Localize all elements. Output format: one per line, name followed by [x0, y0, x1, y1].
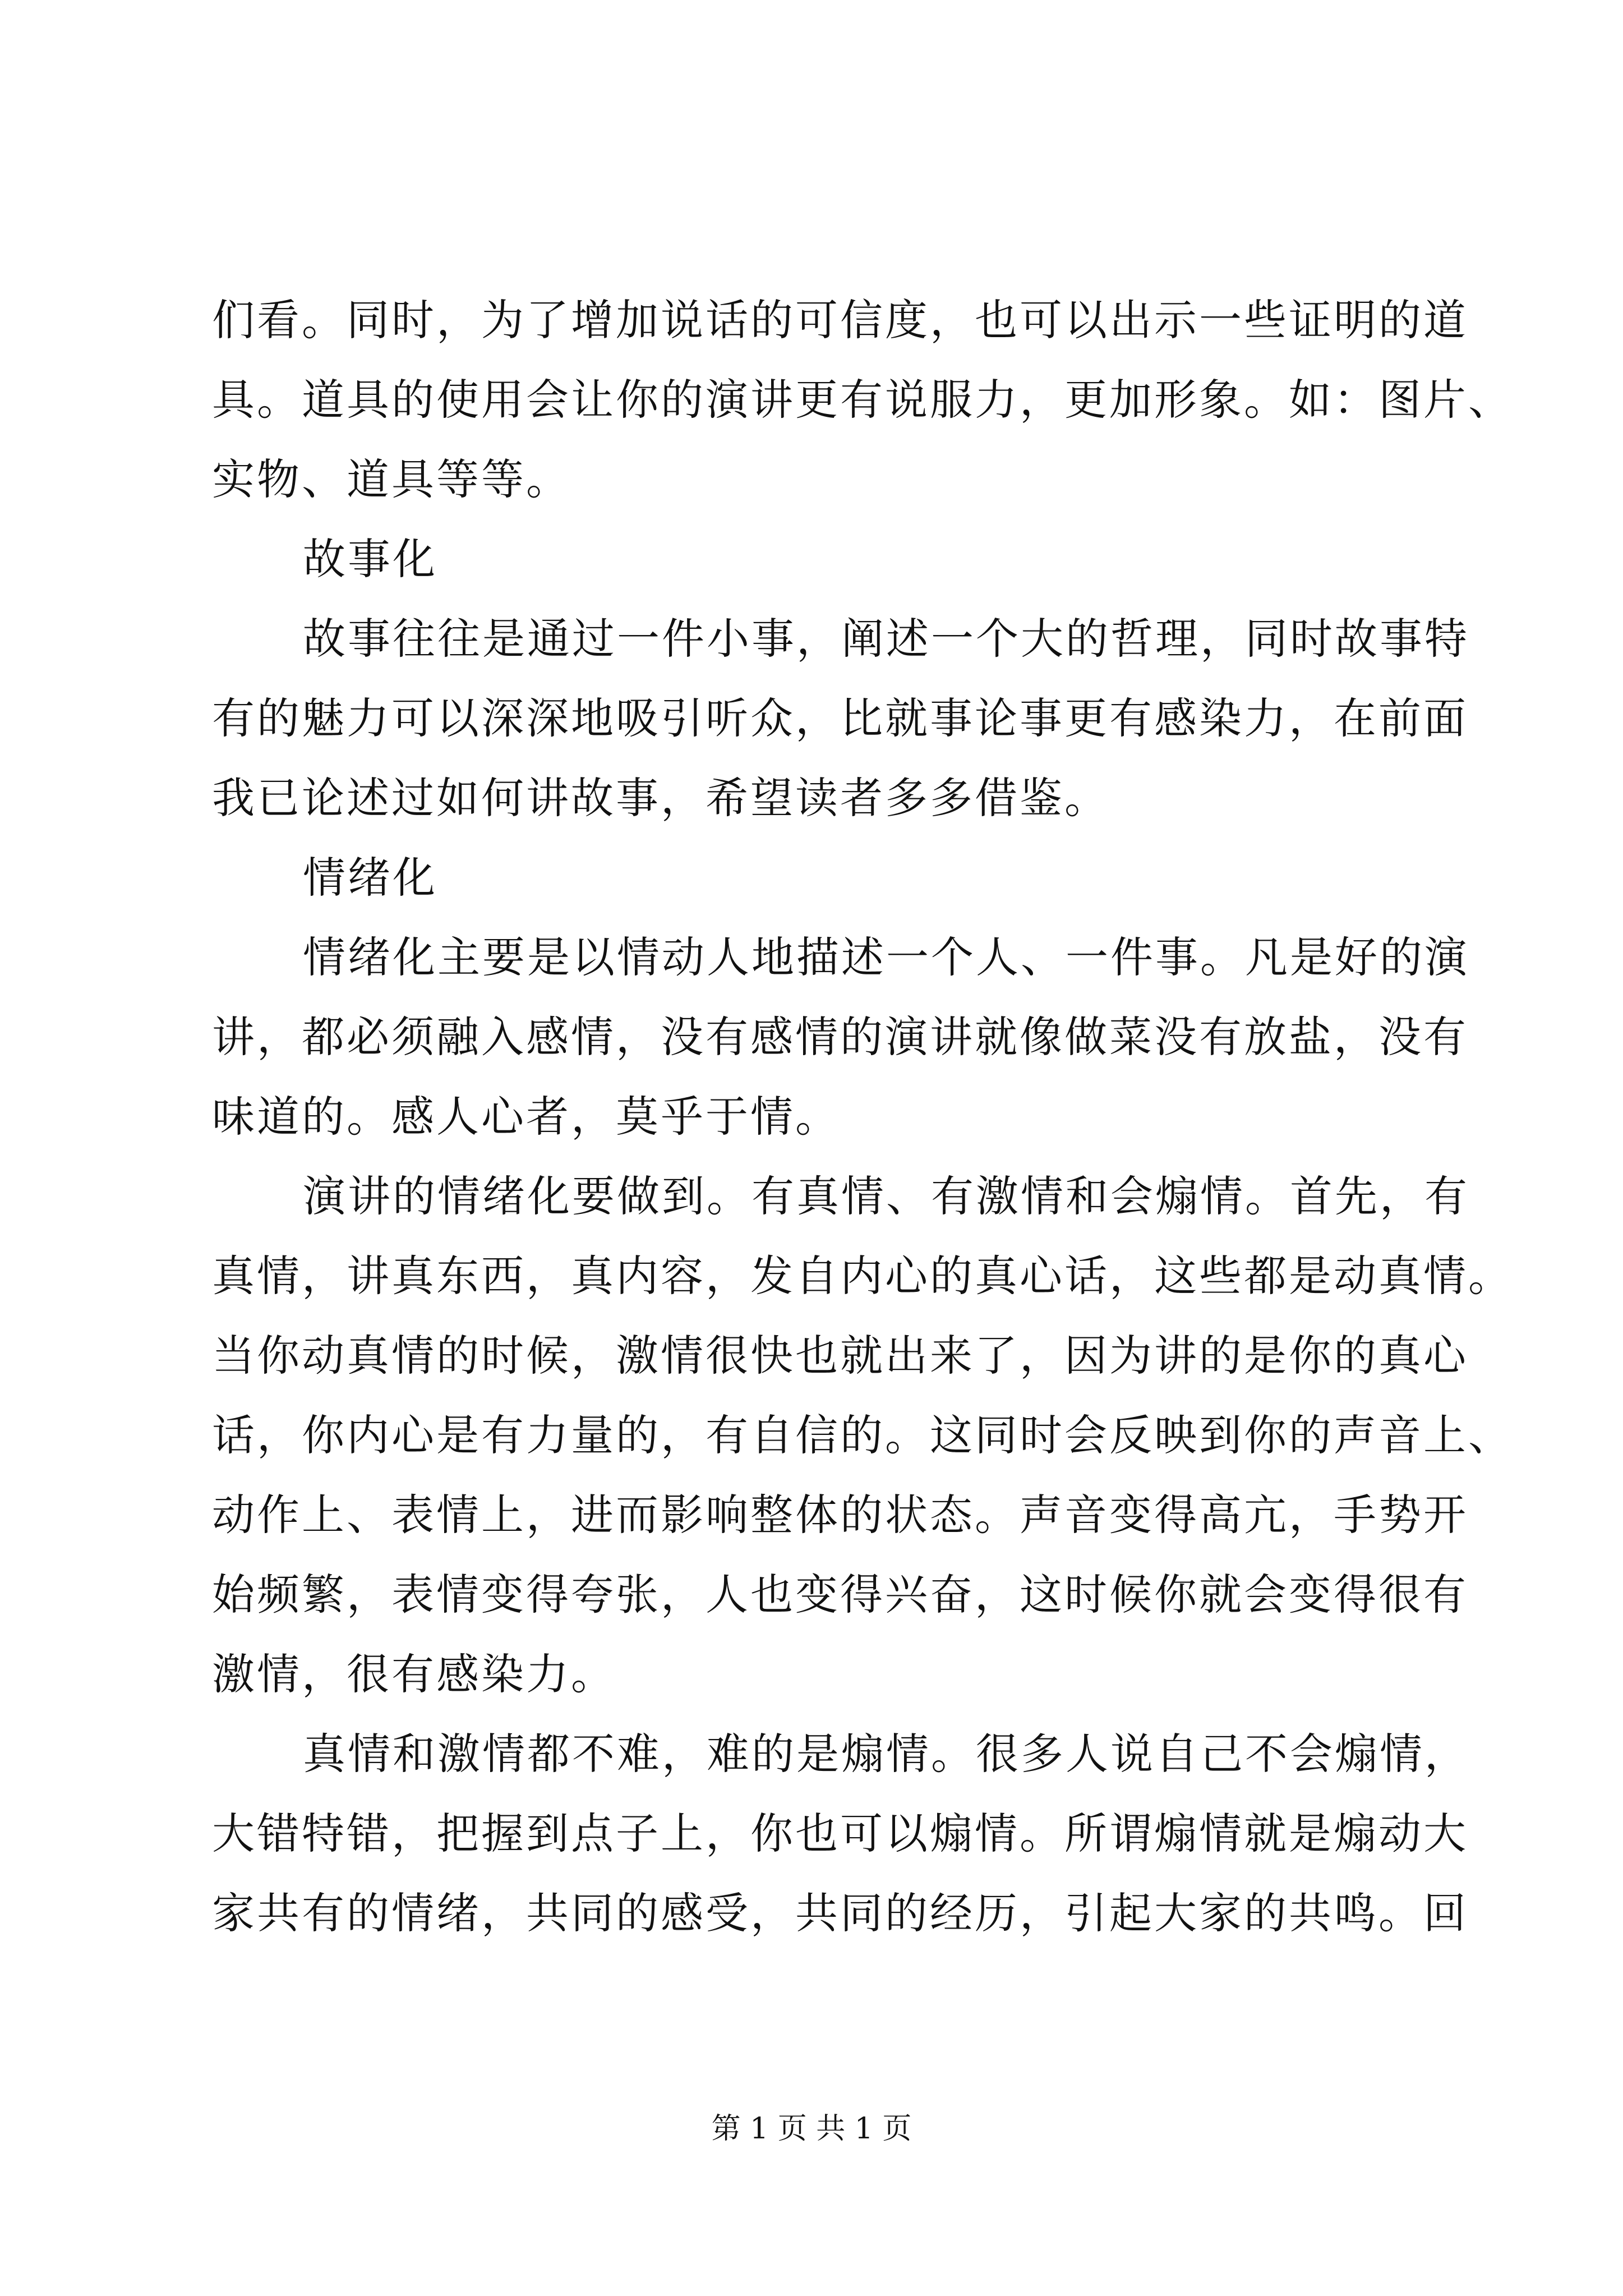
text-line: 家共有的情绪，共同的感受，共同的经历，引起大家的共鸣。回 [212, 1888, 1468, 1938]
text-line: 当你动真情的时候，激情很快也就出来了，因为讲的是你的真心 [212, 1331, 1468, 1381]
section-heading: 故事化 [303, 534, 437, 584]
text-line: 动作上、表情上，进而影响整体的状态。声音变得高亢，手势开 [212, 1490, 1468, 1540]
text-line: 真情，讲真东西，真内容，发自内心的真心话，这些都是动真情。 [212, 1251, 1513, 1301]
text-line: 有的魅力可以深深地吸引听众，比就事论事更有感染力，在前面 [212, 693, 1468, 743]
text-line: 我已论述过如何讲故事，希望读者多多借鉴。 [212, 773, 1109, 823]
text-line: 讲，都必须融入感情，没有感情的演讲就像做菜没有放盐，没有 [212, 1012, 1468, 1062]
paragraph-start: 情绪化主要是以情动人地描述一个人、一件事。凡是好的演 [303, 932, 1469, 982]
text-line: 具。道具的使用会让你的演讲更有说服力，更加形象。如：图片、 [212, 375, 1513, 425]
text-line: 大错特错，把握到点子上，你也可以煽情。所谓煽情就是煽动大 [212, 1809, 1468, 1858]
paragraph-start: 真情和激情都不难，难的是煽情。很多人说自己不会煽情， [303, 1729, 1469, 1779]
body-text [212, 280, 1513, 1953]
section-heading: 情绪化 [303, 853, 437, 903]
text-line: 始频繁，表情变得夸张，人也变得兴奋，这时候你就会变得很有 [212, 1570, 1468, 1619]
text-line: 味道的。感人心者，莫乎于情。 [212, 1092, 840, 1142]
text-line: 话，你内心是有力量的，有自信的。这同时会反映到你的声音上、 [212, 1410, 1513, 1460]
text-line: 实物、道具等等。 [212, 454, 571, 504]
page-footer: 第 1 页 共 1 页 [711, 2112, 912, 2146]
paragraph-start: 演讲的情绪化要做到。有真情、有激情和会煽情。首先，有 [303, 1171, 1469, 1221]
paragraph-start: 故事往往是通过一件小事，阐述一个大的哲理，同时故事特 [303, 614, 1469, 664]
text-line: 激情，很有感染力。 [212, 1649, 616, 1699]
text-line: 们看。同时，为了增加说话的可信度，也可以出示一些证明的道 [212, 295, 1468, 345]
